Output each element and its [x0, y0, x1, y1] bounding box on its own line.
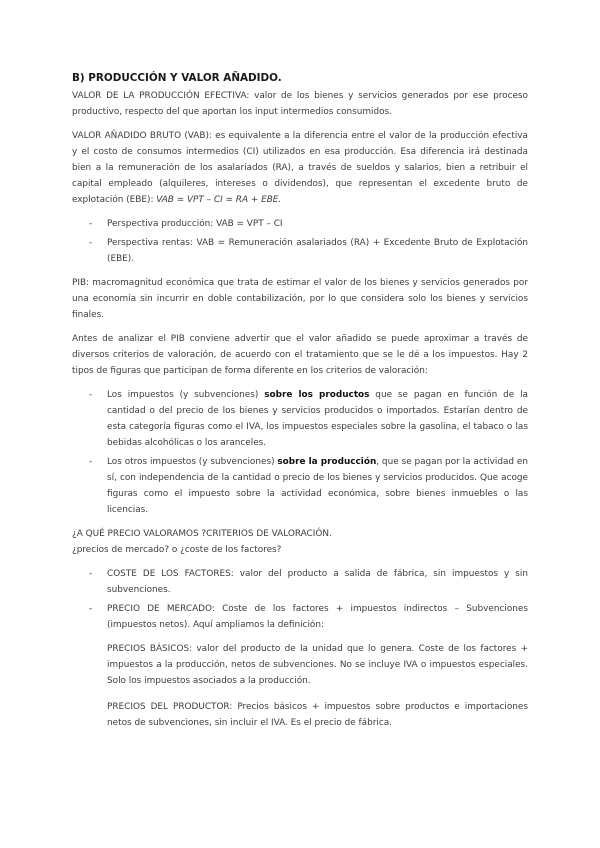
criterios-list [72, 566, 528, 731]
list-item-text: Perspectiva producción: VAB = VPT – CI [107, 219, 283, 229]
document-page [72, 70, 528, 741]
list-item [72, 235, 528, 267]
paragraph-vpe: VALOR DE LA PRODUCCIÓN EFECTIVA: valor de los bienes y servicios generados por ese proceso productivo, respecto del que aportan los input intermedios consumidos. [72, 91, 528, 117]
dash-bullet: - [89, 457, 93, 467]
paragraph-precios-productor: PRECIOS DEL PRODUCTOR: Precios básicos + impuestos sobre productos e importaciones netos de subvenciones, sin incluir el IVA. Es el precio de fábrica. [107, 702, 528, 728]
item-text-pre: Los impuestos (y subvenciones) [107, 390, 265, 400]
dash-bullet: - [89, 604, 93, 614]
list-item [72, 454, 528, 518]
item-text-bold: sobre los productos [264, 390, 370, 400]
paragraph-antes: Antes de analizar el PIB conviene advertir que el valor añadido se puede aproximar a través de diversos criterios de valoración, de acuerdo con el tratamiento que se le dé a los impuestos. Hay 2 tipos de figuras que participan de forma diferente en los criterios de valoración: [72, 334, 528, 376]
list-item [72, 216, 528, 232]
list-item [72, 566, 528, 598]
item-text-pre: Los otros impuestos (y subvenciones) [107, 457, 278, 467]
perspectivas-list [72, 216, 528, 267]
vab-text: VALOR AÑADIDO BRUTO (VAB): es equivalente a la diferencia entre el valor de la producción efectiva y el costo de consumos intermedios (CI) utilizados en esa producción. Esa diferencia irá destinada bien a la remuneración de los asalariados (RA), a través de sueldos y salarios, bien a retribuir el capital empleado (alquileres, intereses o dividendos), que representan el excedente bruto de explotación (EBE): [72, 131, 528, 205]
list-item [72, 387, 528, 451]
paragraph-precios-basicos: PRECIOS BÁSICOS: valor del producto de la unidad que lo genera. Coste de los factores + impuestos a la producción, netos de subvenciones. No se incluye IVA o impuestos especiales. Solo los impuestos asociados a la producción. [107, 644, 528, 686]
impuestos-list [72, 387, 528, 518]
paragraph-vab [72, 128, 528, 208]
paragraph-pib: PIB: macromagnitud económica que trata de estimar el valor de los bienes y servicios generados por una economía sin incurrir en doble contabilización, por lo que considera solo los bienes y servicios finales. [72, 278, 528, 320]
question-line-1: ¿A QUÉ PRECIO VALORAMOS ?CRITERIOS DE VALORACIÓN. [72, 529, 332, 539]
list-item [72, 601, 528, 731]
dash-bullet: - [89, 238, 93, 248]
item-text-bold: sobre la producción [277, 457, 377, 467]
list-item-text: Perspectiva rentas: VAB = Remuneración asalariados (RA) + Excedente Bruto de Explotación (EBE). [107, 238, 528, 264]
dash-bullet: - [89, 390, 93, 400]
list-item-text: COSTE DE LOS FACTORES: valor del producto a salida de fábrica, sin impuestos y sin subvenciones. [107, 569, 528, 595]
dash-bullet: - [89, 569, 93, 579]
dash-bullet: - [89, 219, 93, 229]
list-item-text: PRECIO DE MERCADO: Coste de los factores + impuestos indirectos – Subvenciones (impuestos netos). Aquí ampliamos la definición: [107, 604, 528, 630]
item-text-post: que se pagan en función de la cantidad o del precio de los bienes y servicios producidos o importados. Estarían dentro de esta categoría figuras como el IVA, los impuestos especiales sobre la gasolina, el tabaco o las bebidas alcohólicas o los aranceles. [107, 390, 528, 448]
vab-formula: VAB = VPT – CI = RA + EBE. [156, 195, 282, 205]
item-text-post: , que se pagan por la actividad en sí, con independencia de la cantidad o precio de los bienes y servicios producidos. Que acoge figuras como el impuesto sobre la actividad económica, sobre bienes inmuebles o las licencias. [107, 457, 528, 515]
section-heading: B) PRODUCCIÓN Y VALOR AÑADIDO. [72, 72, 282, 84]
question-line-2: ¿precios de mercado? o ¿coste de los factores? [72, 545, 282, 555]
